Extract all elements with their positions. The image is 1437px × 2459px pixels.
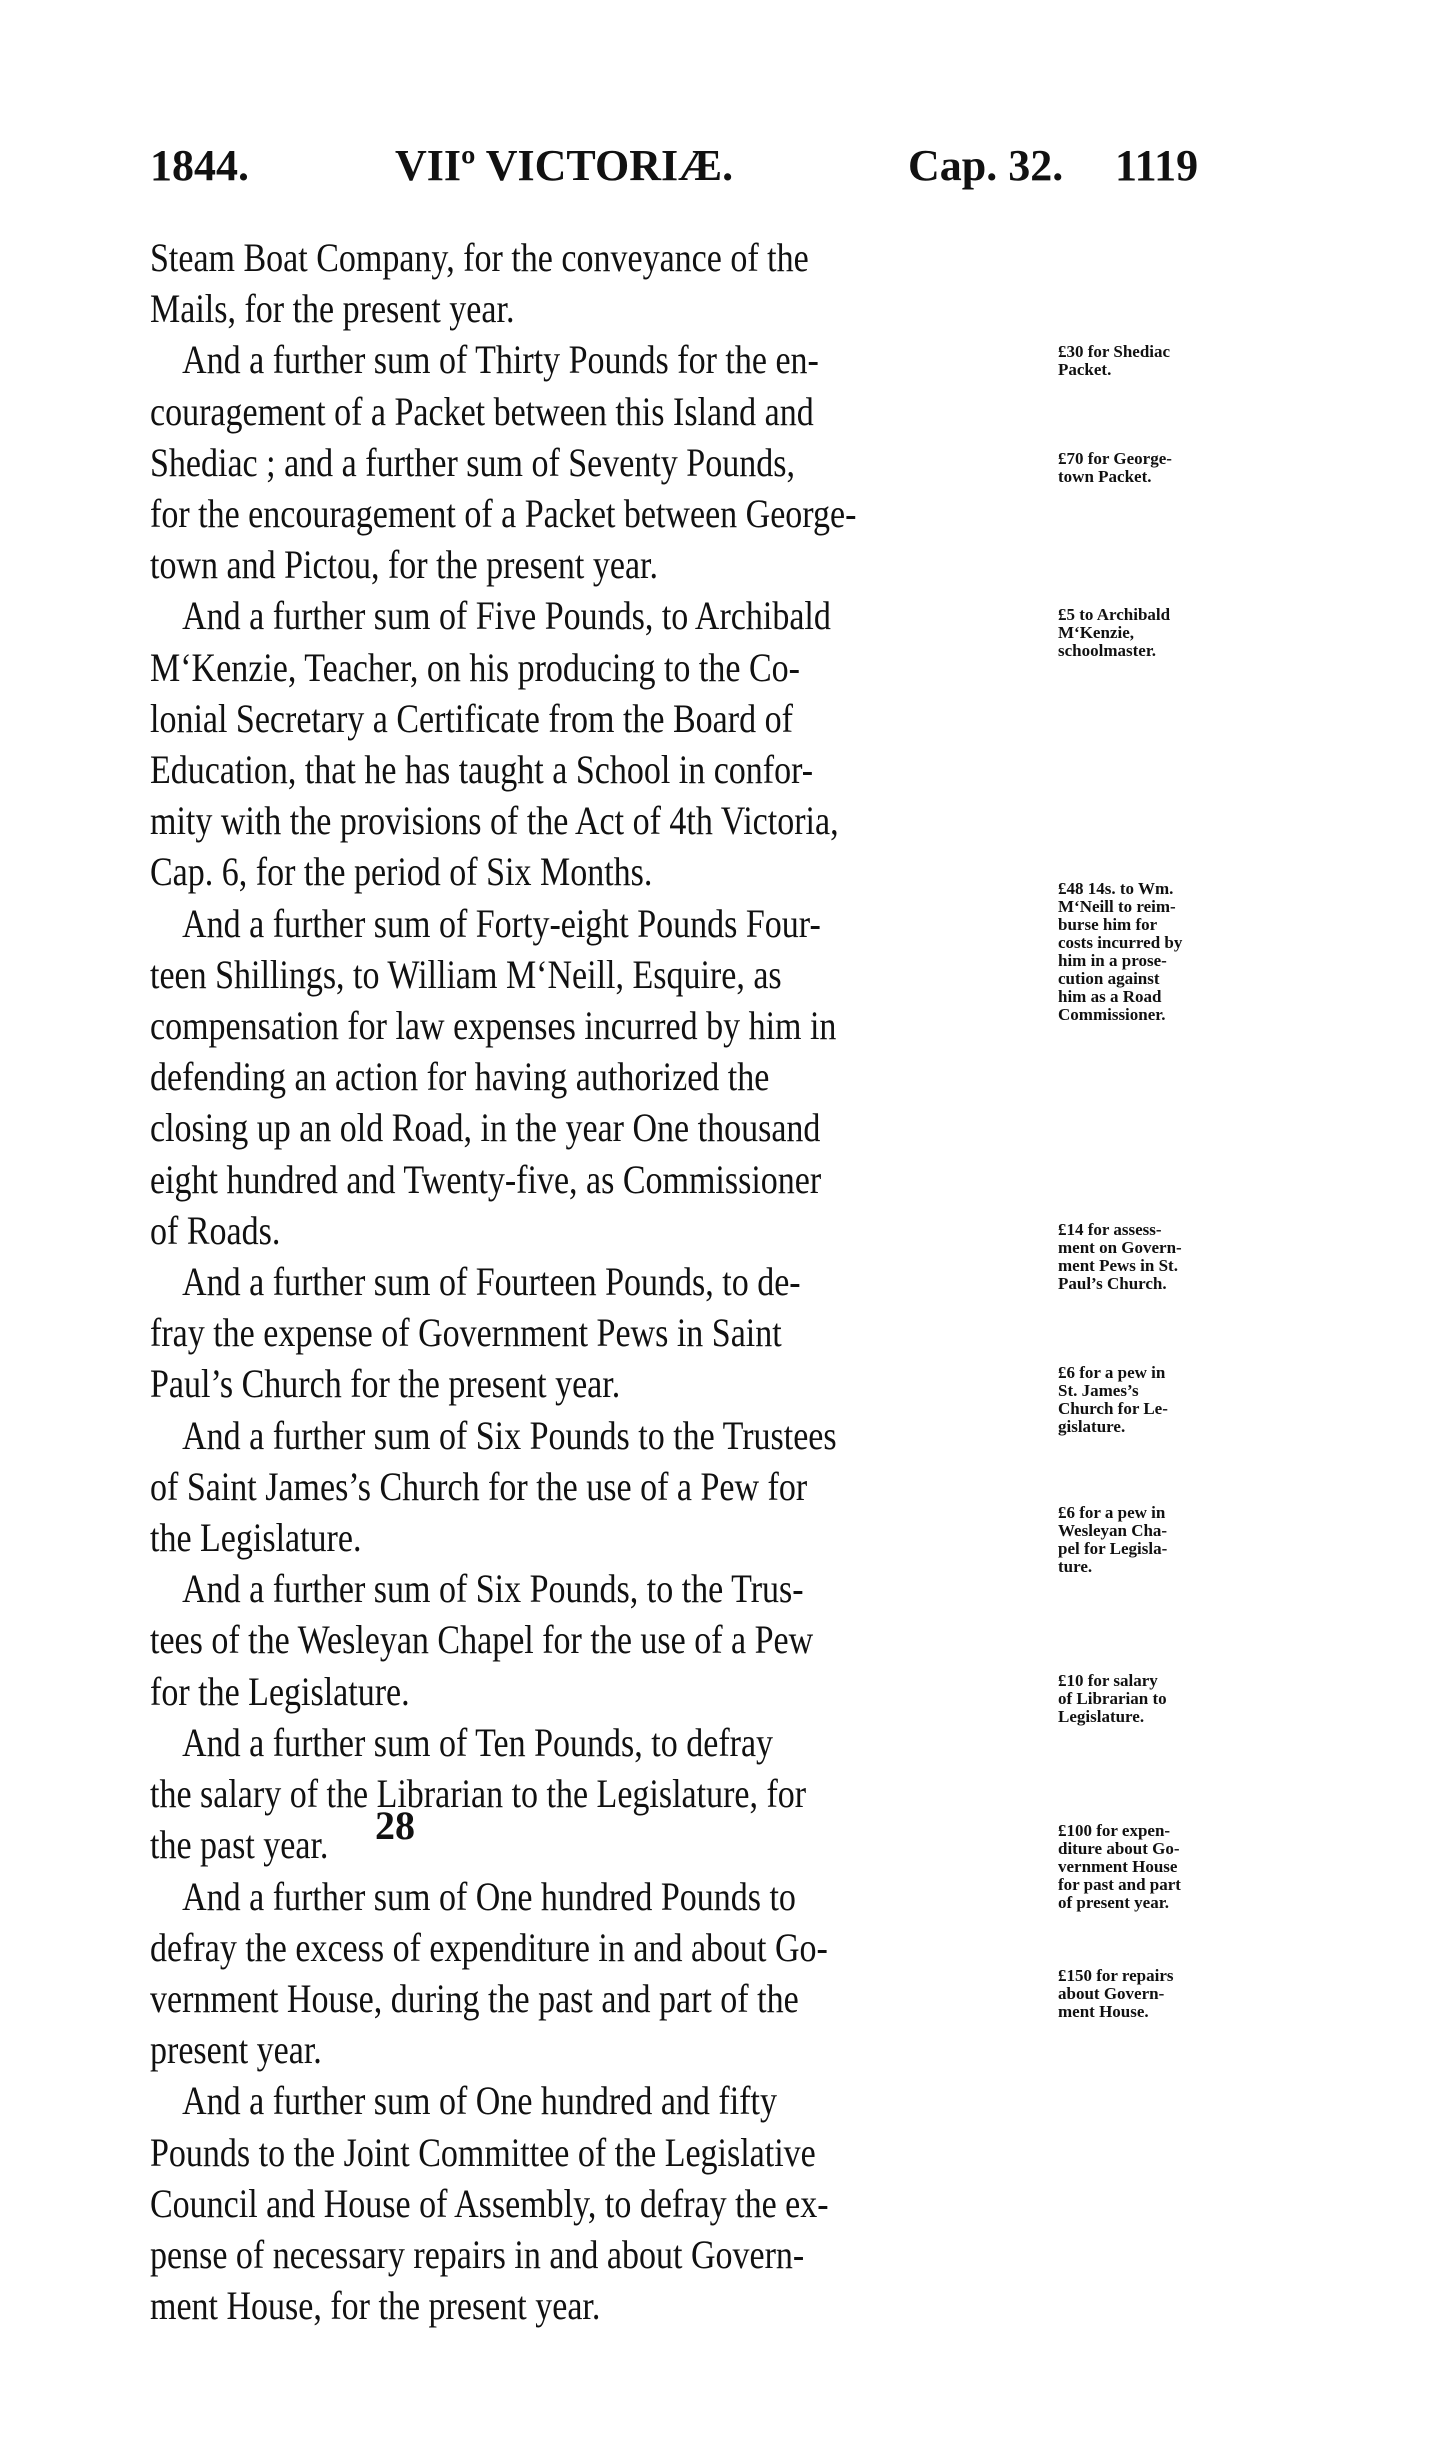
margin-note-line: diture about Go- <box>1058 1839 1180 1858</box>
text-line: Pounds to the Joint Committee of the Legislative <box>150 2129 816 2175</box>
margin-note-line: M‘Neill to reim- <box>1058 897 1176 916</box>
header-year: 1844. <box>150 141 249 190</box>
margin-note <box>1058 1504 1233 1576</box>
text-line: for the Legislature. <box>150 1668 410 1714</box>
margin-note-line: St. James’s <box>1058 1381 1139 1400</box>
text-line: Cap. 6, for the period of Six Months. <box>150 849 653 895</box>
text-line: town and Pictou, for the present year. <box>150 542 658 588</box>
margin-note-line: about Govern- <box>1058 1984 1165 2003</box>
text-line: compensation for law expenses incurred by him in <box>150 1003 837 1049</box>
text-line: And a further sum of Six Pounds, to the Trus- <box>150 1566 804 1612</box>
text-line: tees of the Wesleyan Chapel for the use of a Pew <box>150 1617 814 1663</box>
margin-note-line: Wesleyan Cha- <box>1058 1521 1168 1540</box>
margin-note-line: schoolmaster. <box>1058 641 1157 660</box>
text-line: And a further sum of Fourteen Pounds, to de- <box>150 1259 801 1305</box>
margin-note-line: £100 for expen- <box>1058 1821 1171 1840</box>
margin-note-line: £150 for repairs <box>1058 1966 1174 1985</box>
margin-note-line: ment House. <box>1058 2002 1149 2021</box>
text-line: couragement of a Packet between this Island and <box>150 388 814 434</box>
margin-note-line: ment on Govern- <box>1058 1238 1182 1257</box>
margin-note-line: £48 14s. to Wm. <box>1058 879 1174 898</box>
text-line: Shediac ; and a further sum of Seventy Pounds, <box>150 439 795 485</box>
margin-note-line: Paul’s Church. <box>1058 1274 1167 1293</box>
text-line: defending an action for having authorized the <box>150 1054 770 1100</box>
margin-note <box>1058 450 1233 486</box>
margin-note-line: vernment House <box>1058 1857 1178 1876</box>
margin-note-line: pel for Legisla- <box>1058 1539 1168 1558</box>
margin-note-line: £6 for a pew in <box>1058 1503 1166 1522</box>
text-line: pense of necessary repairs in and about Govern- <box>150 2231 805 2277</box>
running-header <box>150 140 1250 200</box>
margin-note <box>1058 1672 1233 1726</box>
margin-note-line: Commissioner. <box>1058 1005 1166 1024</box>
margin-note-line: Church for Le- <box>1058 1399 1168 1418</box>
margin-note <box>1058 1822 1233 1912</box>
body-text <box>150 232 915 2331</box>
text-line: M‘Kenzie, Teacher, on his producing to the Co- <box>150 644 800 690</box>
text-line: And a further sum of Thirty Pounds for the en- <box>150 337 819 383</box>
margin-note-line: him as a Road <box>1058 987 1162 1006</box>
text-line: vernment House, during the past and part of the <box>150 1975 799 2021</box>
text-line: of Saint James’s Church for the use of a Pew for <box>150 1463 808 1509</box>
margin-note-line: £10 for salary <box>1058 1671 1158 1690</box>
text-line: fray the expense of Government Pews in Saint <box>150 1310 782 1356</box>
margin-note-line: him in a prose- <box>1058 951 1167 970</box>
margin-note-line: burse him for <box>1058 915 1158 934</box>
text-line: Steam Boat Company, for the conveyance of the <box>150 235 809 280</box>
margin-note-line: of present year. <box>1058 1893 1169 1912</box>
margin-note <box>1058 1221 1233 1293</box>
margin-note-line: for past and part <box>1058 1875 1181 1894</box>
margin-note-line: £30 for Shediac <box>1058 342 1171 361</box>
margin-note <box>1058 343 1233 379</box>
text-line: of Roads. <box>150 1207 281 1253</box>
margin-note-line: costs incurred by <box>1058 933 1183 952</box>
text-line: the salary of the Librarian to the Legislature, for <box>150 1771 807 1817</box>
margin-note-line: £6 for a pew in <box>1058 1363 1166 1382</box>
margin-note-line: cution against <box>1058 969 1160 988</box>
margin-note <box>1058 606 1233 660</box>
margin-note-line: ture. <box>1058 1557 1093 1576</box>
text-line: mity with the provisions of the Act of 4th Victoria, <box>150 798 839 844</box>
margin-note-line: gislature. <box>1058 1417 1126 1436</box>
text-line: ment House, for the present year. <box>150 2283 601 2329</box>
text-line: the past year. <box>150 1822 329 1868</box>
text-line: Council and House of Assembly, to defray the ex- <box>150 2180 829 2226</box>
text-line: And a further sum of Six Pounds to the Trustees <box>150 1412 837 1458</box>
margin-note-line: ment Pews in St. <box>1058 1256 1178 1275</box>
margin-note-line: £5 to Archibald <box>1058 605 1171 624</box>
text-line: Paul’s Church for the present year. <box>150 1361 621 1407</box>
text-line: And a further sum of Five Pounds, to Archibald <box>150 593 831 639</box>
text-line: Mails, for the present year. <box>150 286 515 332</box>
margin-note-line: £70 for George- <box>1058 449 1172 468</box>
text-line: present year. <box>150 2027 322 2073</box>
text-line: And a further sum of One hundred Pounds to <box>150 1873 796 1919</box>
header-page-number: 1119 <box>1115 141 1199 190</box>
header-title: VIIº VICTORIÆ. <box>395 141 734 190</box>
text-line: teen Shillings, to William M‘Neill, Esquire, as <box>150 951 782 997</box>
text-line: the Legislature. <box>150 1515 362 1561</box>
text-line: eight hundred and Twenty-five, as Commissioner <box>150 1156 822 1202</box>
text-line: And a further sum of Ten Pounds, to defray <box>150 1719 774 1765</box>
margin-note-line: of Librarian to <box>1058 1689 1167 1708</box>
margin-note <box>1058 880 1233 1024</box>
margin-note-line: town Packet. <box>1058 467 1152 486</box>
margin-note <box>1058 1967 1233 2021</box>
margin-note-line: £14 for assess- <box>1058 1220 1162 1239</box>
text-line: lonial Secretary a Certificate from the Board of <box>150 695 793 741</box>
text-line: defray the excess of expenditure in and about Go- <box>150 1924 828 1970</box>
margin-note <box>1058 1364 1233 1436</box>
text-line: And a further sum of Forty-eight Pounds Four- <box>150 900 821 946</box>
text-line: And a further sum of One hundred and fifty <box>150 2078 777 2124</box>
margin-note-line: Packet. <box>1058 360 1112 379</box>
margin-note-line: Legislature. <box>1058 1707 1145 1726</box>
header-chapter: Cap. 32. <box>908 141 1064 190</box>
margin-note-line: M‘Kenzie, <box>1058 623 1134 642</box>
text-line: closing up an old Road, in the year One thousand <box>150 1105 821 1151</box>
signature-mark: 28 <box>375 1803 415 1848</box>
text-line: for the encouragement of a Packet between George- <box>150 491 857 537</box>
text-line: Education, that he has taught a School in confor- <box>150 747 814 793</box>
